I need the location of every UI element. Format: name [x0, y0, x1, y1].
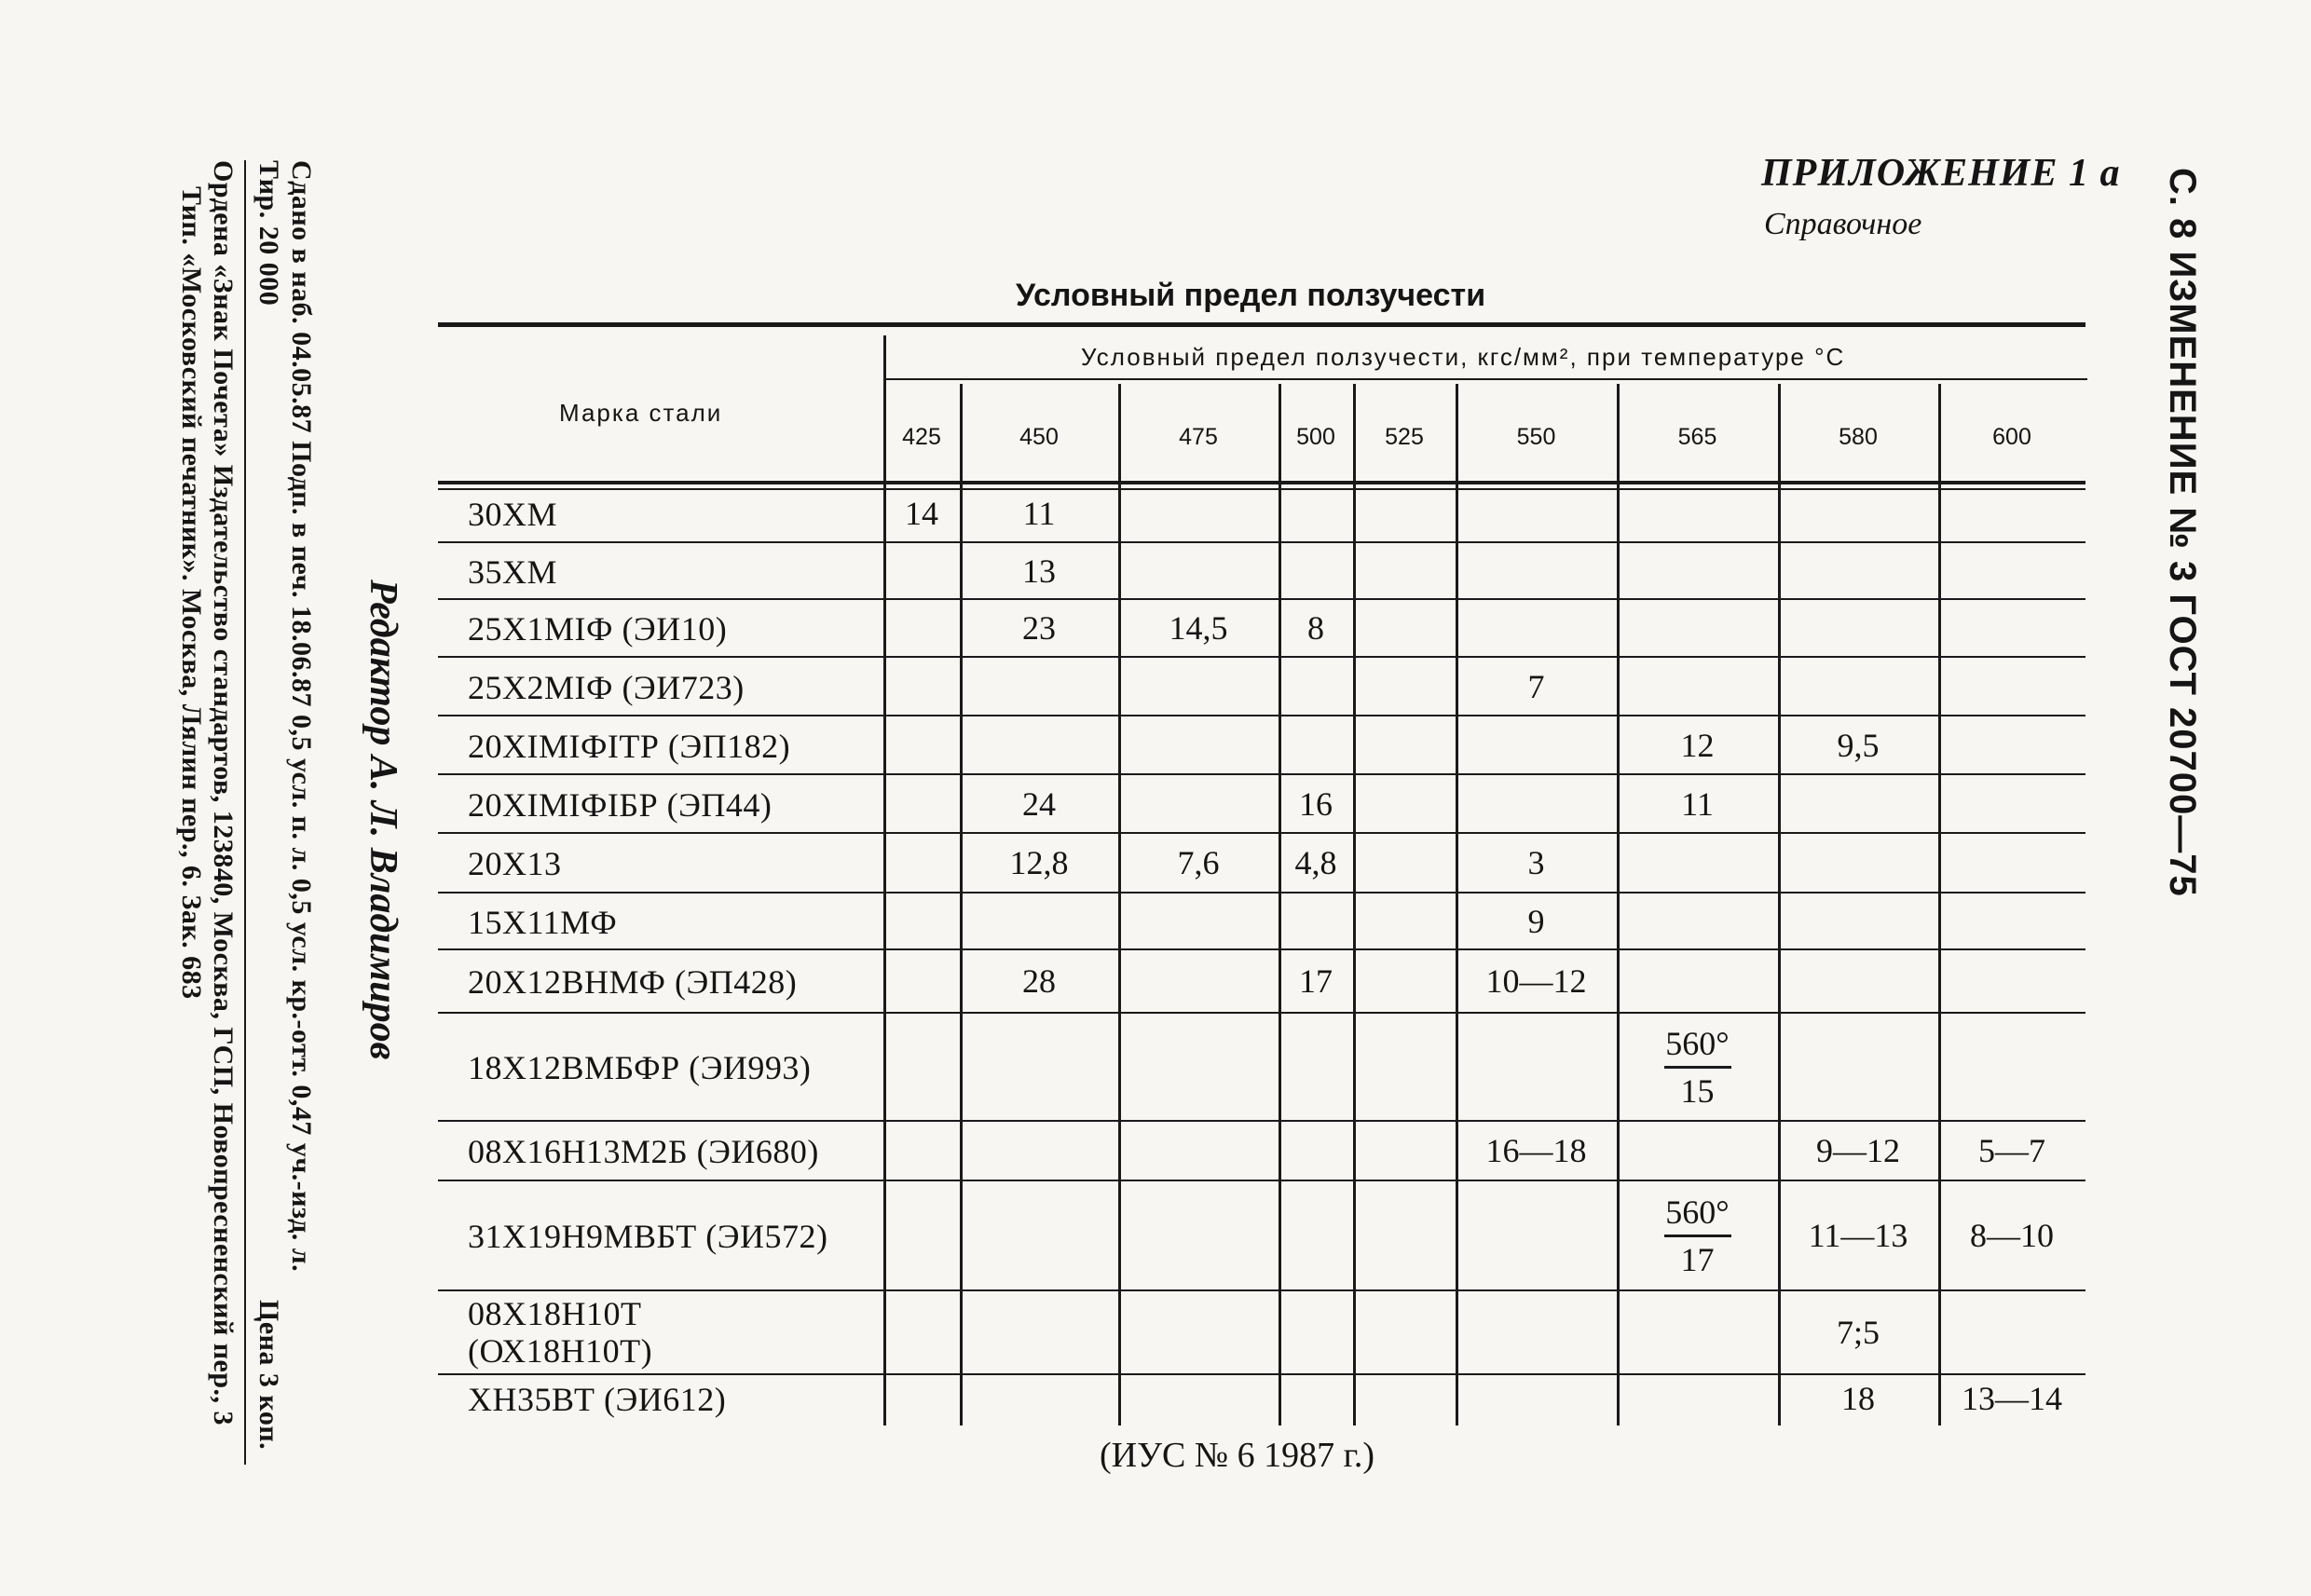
- table-cell: 24: [1022, 784, 1056, 823]
- imprint-line-4: Тип. «Московский печатник». Москва, Лялин пер., 6. Зак. 683: [176, 186, 207, 1000]
- temperature-header: 475: [1179, 424, 1218, 450]
- table-cell: 8—10: [1970, 1217, 2054, 1254]
- temperature-header: 600: [1992, 424, 2031, 450]
- steel-grade: 25Х1МIФ (ЭИ10): [468, 610, 728, 648]
- table-cell: 14,5: [1169, 609, 1228, 647]
- table-vertical-rule: [1279, 384, 1281, 1425]
- group-header-rule: [885, 378, 2087, 380]
- table-vertical-rule: [1353, 384, 1356, 1425]
- appendix-title: ПРИЛОЖЕНИЕ 1 а: [1761, 152, 2121, 195]
- steel-grade: 25Х2МIФ (ЭИ723): [468, 668, 745, 706]
- table-cell-fraction: [1617, 1192, 1778, 1280]
- steel-grade: 20ХIМIФIБР (ЭП44): [468, 785, 773, 824]
- steel-grade: 20Х12ВНМФ (ЭП428): [468, 963, 798, 1001]
- fraction-denominator: 15: [1680, 1072, 1715, 1110]
- table-cell: 7;5: [1836, 1314, 1880, 1351]
- fraction-denominator: 17: [1680, 1241, 1715, 1278]
- fraction-bar: [1664, 1235, 1731, 1237]
- table-vertical-rule: [960, 384, 963, 1425]
- steel-grade: 08Х18Н10Т: [468, 1295, 642, 1332]
- row-rule: [438, 1180, 2085, 1181]
- table-vertical-rule: [1938, 384, 1941, 1425]
- editor-credit: Редактор А. Л. Владимиров: [362, 580, 404, 1060]
- table-vertical-rule: [1778, 384, 1781, 1425]
- row-rule: [438, 1120, 2085, 1122]
- table-cell: 11: [1681, 784, 1714, 823]
- row-rule: [438, 773, 2085, 775]
- table-cell: 16: [1299, 784, 1333, 823]
- steel-grade: 20Х13: [468, 845, 562, 882]
- running-header: [2158, 168, 2214, 1006]
- imprint-line-3: Ордена «Знак Почета» Издательство стандартов, 123840, Москва, ГСП, Новопресненский пер., 3: [208, 160, 239, 1426]
- table-cell: 28: [1022, 962, 1056, 1000]
- temperature-header: 450: [1019, 424, 1059, 450]
- steel-grade: 35ХМ: [468, 552, 558, 591]
- table-cell: 3: [1527, 844, 1545, 881]
- table-title: Условный предел ползучести: [1016, 278, 1486, 313]
- fraction-numerator: 560°: [1665, 1025, 1730, 1062]
- fraction-numerator: 560°: [1665, 1194, 1730, 1231]
- temperature-header: 580: [1839, 424, 1878, 450]
- table-cell: 17: [1299, 962, 1333, 1000]
- row-rule: [438, 1289, 2085, 1291]
- table-cell: 12,8: [1009, 844, 1069, 881]
- table-cell: 7: [1527, 667, 1545, 705]
- table-cell: 13: [1022, 552, 1056, 590]
- appendix-subtitle: Справочное: [1764, 207, 1922, 241]
- row-rule: [438, 656, 2085, 658]
- temperature-header: 500: [1296, 424, 1335, 450]
- table-cell: 9: [1527, 902, 1545, 940]
- table-cell: 9,5: [1837, 726, 1880, 764]
- temperature-header: 525: [1385, 424, 1424, 450]
- group-header: Условный предел ползучести, кгс/мм², при температуре °С: [1081, 343, 1846, 371]
- running-header-text: С. 8 ИЗМЕНЕНИЕ № 3 ГОСТ 20700—75: [2162, 168, 2203, 897]
- imprint-line-2-right: Цена 3 коп.: [253, 1300, 284, 1451]
- temperature-header: 425: [902, 424, 941, 450]
- table-cell: 4,8: [1294, 844, 1337, 881]
- table-cell: 13—14: [1962, 1380, 2062, 1417]
- table-cell: 11—13: [1808, 1217, 1908, 1254]
- row-rule: [438, 832, 2085, 834]
- table-cell: 16—18: [1485, 1132, 1587, 1169]
- steel-grade: 08Х16Н13М2Б (ЭИ680): [468, 1133, 819, 1170]
- table-cell: 11: [1022, 494, 1056, 532]
- table-cell: 14: [905, 494, 938, 532]
- steel-grade-alt: (ОХ18Н10Т): [468, 1332, 653, 1370]
- table-cell: 7,6: [1177, 844, 1220, 881]
- row-rule: [438, 948, 2085, 950]
- steel-grade: 30ХМ: [468, 495, 558, 533]
- row-rule: [438, 598, 2085, 600]
- table-cell-fraction: [1617, 1023, 1778, 1112]
- table-vertical-rule: [1118, 384, 1121, 1425]
- table-cell: 5—7: [1978, 1132, 2045, 1169]
- imprint-line-1: Сдано в наб. 04.05.87 Подп. в печ. 18.06.87 0,5 усл. п. л. 0,5 усл. кр.-отт. 0,47 уч.-изд. л.: [286, 160, 317, 1273]
- steel-grade: ХН35ВТ (ЭИ612): [468, 1381, 727, 1418]
- row-rule: [438, 541, 2085, 543]
- table-top-rule: [438, 322, 2085, 327]
- imprint-divider: [244, 160, 246, 1465]
- table-cell: 23: [1022, 609, 1056, 647]
- fraction-bar: [1664, 1066, 1731, 1069]
- header-bottom-rule-2: [438, 488, 2085, 490]
- footer-note: (ИУС № 6 1987 г.): [1100, 1436, 1375, 1475]
- table-cell: 12: [1680, 726, 1715, 764]
- table-cell: 10—12: [1485, 962, 1587, 1000]
- row-rule: [438, 1012, 2085, 1014]
- table-cell: 9—12: [1816, 1132, 1900, 1169]
- temperature-header: 550: [1516, 424, 1556, 450]
- table-cell: 8: [1307, 609, 1324, 647]
- steel-grade: 20ХIМIФIТР (ЭП182): [468, 727, 791, 765]
- steel-grade: 18Х12ВМБФР (ЭИ993): [468, 1049, 812, 1086]
- steel-grade: 31Х19Н9МВБТ (ЭИ572): [468, 1218, 828, 1255]
- row-rule: [438, 1373, 2085, 1375]
- row-header: Марка стали: [559, 399, 723, 427]
- table-cell: 18: [1841, 1380, 1875, 1417]
- temperature-header: 565: [1677, 424, 1717, 450]
- header-bottom-rule: [438, 481, 2085, 484]
- row-rule: [438, 715, 2085, 716]
- imprint-line-2: Тир. 20 000: [253, 160, 284, 307]
- steel-grade: 15Х11МФ: [468, 903, 618, 941]
- row-rule: [438, 892, 2085, 893]
